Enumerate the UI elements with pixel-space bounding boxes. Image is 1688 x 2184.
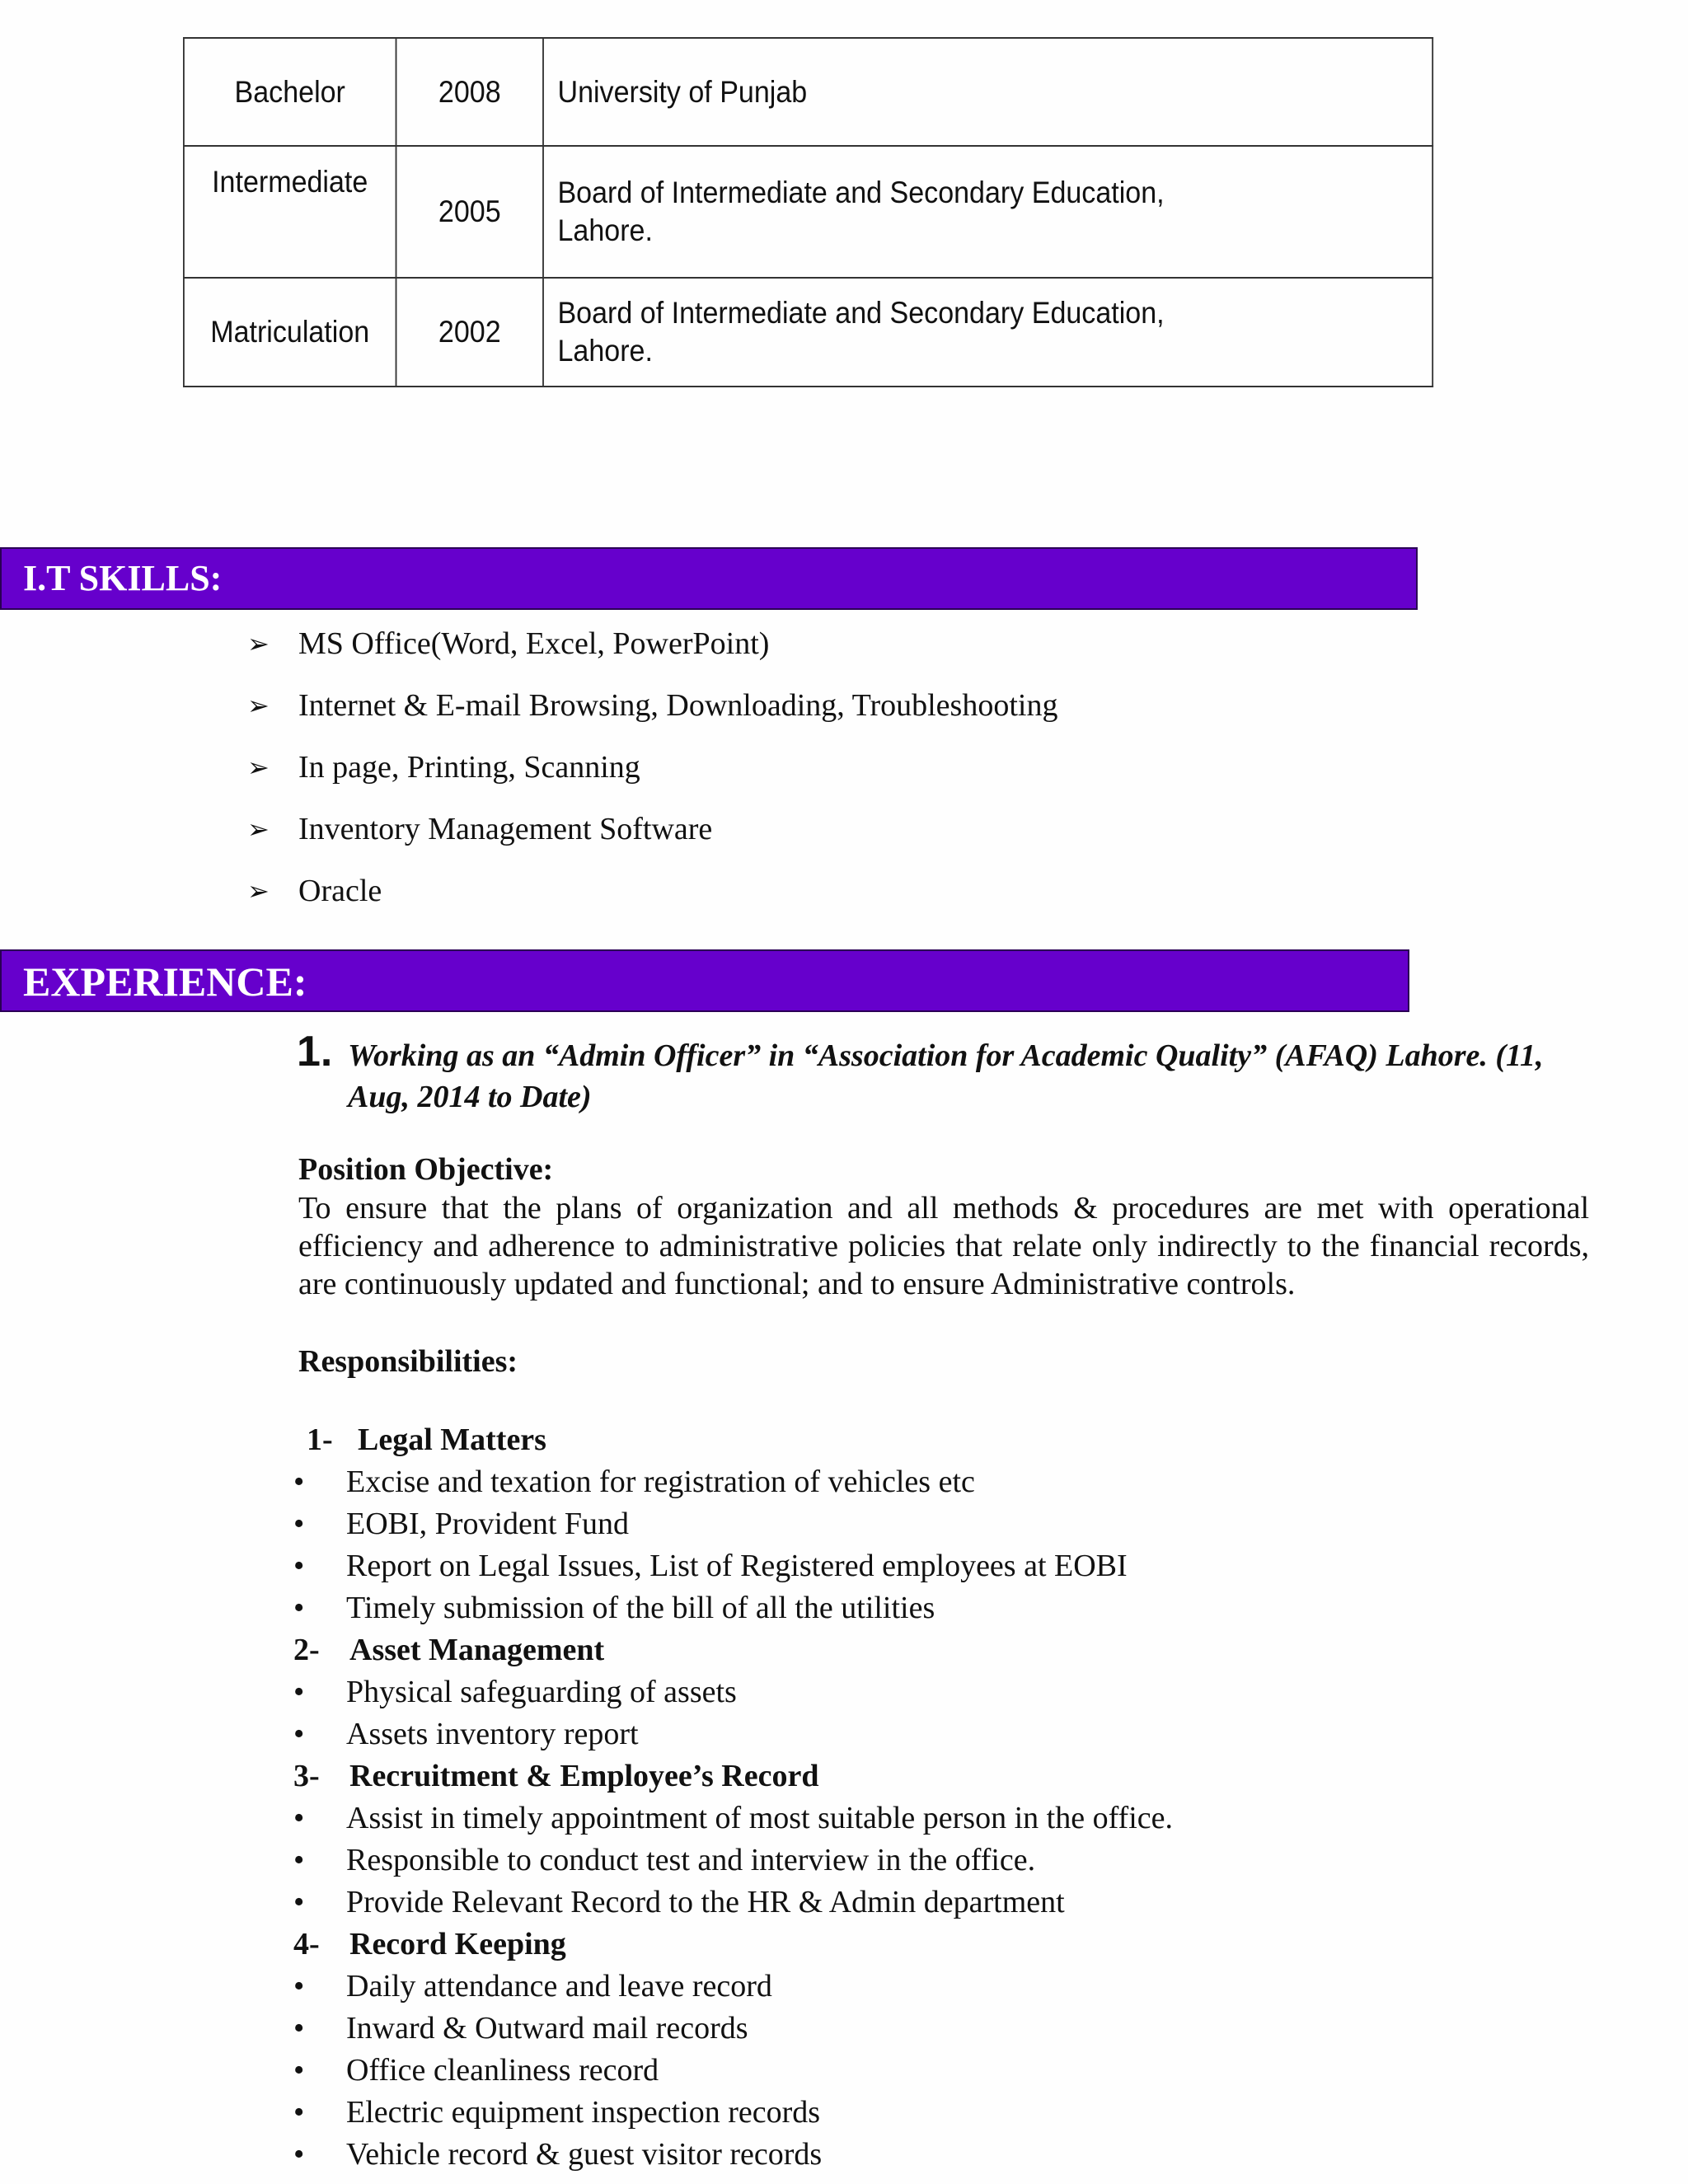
list-item <box>293 2050 1612 2092</box>
item-text: Electric equipment inspection records <box>346 2095 821 2130</box>
institute-cell <box>543 146 1432 278</box>
degree-cell: Bachelor <box>184 38 396 146</box>
experience-number: 1. <box>297 1028 333 1076</box>
bullet-icon: • <box>293 1885 305 1919</box>
table-row <box>184 278 1432 387</box>
category-heading <box>293 1419 1612 1461</box>
category-title: Legal Matters <box>358 1422 546 1457</box>
arrow-bullet-icon: ➢ <box>247 691 270 720</box>
arrow-bullet-icon: ➢ <box>247 814 270 844</box>
bullet-icon: • <box>293 1675 305 1709</box>
item-text: Vehicle record & guest visitor records <box>346 2137 823 2172</box>
bullet-icon: • <box>293 2053 305 2088</box>
category-number: 2- <box>293 1633 320 1667</box>
skill-text: Inventory Management Software <box>298 812 713 846</box>
item-text: Office cleanliness record <box>346 2053 659 2088</box>
bullet-icon: • <box>293 1549 305 1583</box>
it-skills-heading: I.T SKILLS: <box>23 558 223 598</box>
institute-name: Board of Intermediate and Secondary Education, <box>557 296 1165 330</box>
skill-text: In page, Printing, Scanning <box>298 750 640 785</box>
bullet-icon: • <box>293 1591 305 1625</box>
category-heading <box>293 1924 1612 1966</box>
item-text: Responsible to conduct test and interview in the office. <box>346 1843 1036 1877</box>
arrow-bullet-icon: ➢ <box>247 752 270 782</box>
list-item <box>293 1840 1612 1882</box>
bullet-icon: • <box>293 2095 305 2130</box>
list-item <box>293 1713 1612 1755</box>
responsibilities-list <box>293 1419 1612 2176</box>
list-item <box>293 1461 1612 1503</box>
degree-cell: Intermediate <box>184 146 396 278</box>
item-text: Timely submission of the bill of all the utilities <box>346 1591 935 1625</box>
list-item <box>293 1545 1612 1587</box>
bullet-icon: • <box>293 2137 305 2172</box>
year-cell: 2002 <box>396 278 543 387</box>
list-item <box>293 2092 1612 2134</box>
category-title: Record Keeping <box>349 1927 566 1961</box>
list-item <box>293 2134 1612 2176</box>
list-item <box>293 1882 1612 1924</box>
bullet-icon: • <box>293 2011 305 2046</box>
list-item <box>247 623 1057 685</box>
category-number: 1- <box>307 1422 333 1457</box>
list-item <box>293 1503 1612 1545</box>
list-item <box>293 1797 1612 1840</box>
position-objective-text: To ensure that the plans of organization and all methods & procedures are met with operational efficiency and adherence to administrative policies that relate only indirectly to the financial records, are continuously updated and functional; and to ensure Administrative controls. <box>298 1191 1589 1301</box>
item-text: Provide Relevant Record to the HR & Admin department <box>346 1885 1065 1919</box>
position-objective-heading: Position Objective: <box>298 1152 554 1187</box>
degree-cell: Matriculation <box>184 278 396 387</box>
responsibilities-heading: Responsibilities: <box>298 1344 518 1379</box>
table-row <box>184 146 1432 278</box>
skill-text: MS Office(Word, Excel, PowerPoint) <box>298 626 770 661</box>
category-number: 4- <box>293 1927 320 1961</box>
category-title: Asset Management <box>349 1633 605 1667</box>
bullet-icon: • <box>293 1843 305 1877</box>
experience-heading: EXPERIENCE: <box>23 958 307 1005</box>
category-heading <box>293 1755 1612 1797</box>
list-item <box>247 685 1057 747</box>
skills-list <box>247 623 1057 932</box>
category-title: Recruitment & Employee’s Record <box>349 1759 819 1793</box>
year-cell: 2005 <box>396 146 543 278</box>
item-text: Physical safeguarding of assets <box>346 1675 737 1709</box>
bullet-icon: • <box>293 1717 305 1751</box>
year-cell: 2008 <box>396 38 543 146</box>
institute-name: University of Punjab <box>557 74 808 109</box>
education-table <box>183 37 1433 387</box>
skill-text: Internet & E-mail Browsing, Downloading, Troubleshooting <box>298 688 1058 723</box>
institute-city: Lahore. <box>557 213 653 247</box>
arrow-bullet-icon: ➢ <box>247 876 270 906</box>
institute-cell <box>543 278 1432 387</box>
list-item <box>247 808 1057 870</box>
institute-city: Lahore. <box>557 334 653 368</box>
list-item <box>293 1966 1612 2008</box>
table-row <box>184 38 1432 146</box>
list-item <box>247 870 1057 932</box>
item-text: Inward & Outward mail records <box>346 2011 748 2046</box>
bullet-icon: • <box>293 1465 305 1499</box>
list-item <box>293 1671 1612 1713</box>
bullet-icon: • <box>293 1969 305 2004</box>
institute-cell <box>543 38 1432 146</box>
item-text: Assist in timely appointment of most suitable person in the office. <box>346 1801 1173 1835</box>
category-number: 3- <box>293 1759 320 1793</box>
arrow-bullet-icon: ➢ <box>247 629 270 658</box>
bullet-icon: • <box>293 1507 305 1541</box>
list-item <box>293 2008 1612 2050</box>
item-text: Report on Legal Issues, List of Registered employees at EOBI <box>346 1549 1128 1583</box>
item-text: Assets inventory report <box>346 1717 639 1751</box>
item-text: Daily attendance and leave record <box>346 1969 772 2004</box>
list-item <box>247 747 1057 808</box>
skill-text: Oracle <box>298 874 382 908</box>
category-heading <box>293 1629 1612 1671</box>
list-item <box>293 1587 1612 1629</box>
institute-name: Board of Intermediate and Secondary Education, <box>557 176 1165 209</box>
experience-title: Working as an “Admin Officer” in “Association for Academic Quality” (AFAQ) Lahore. (11, Aug, 2014 to Date) <box>348 1038 1544 1114</box>
it-skills-banner <box>0 547 1418 610</box>
item-text: EOBI, Provident Fund <box>346 1507 630 1541</box>
item-text: Excise and texation for registration of vehicles etc <box>346 1465 975 1499</box>
experience-banner <box>0 949 1409 1012</box>
bullet-icon: • <box>293 1801 305 1835</box>
